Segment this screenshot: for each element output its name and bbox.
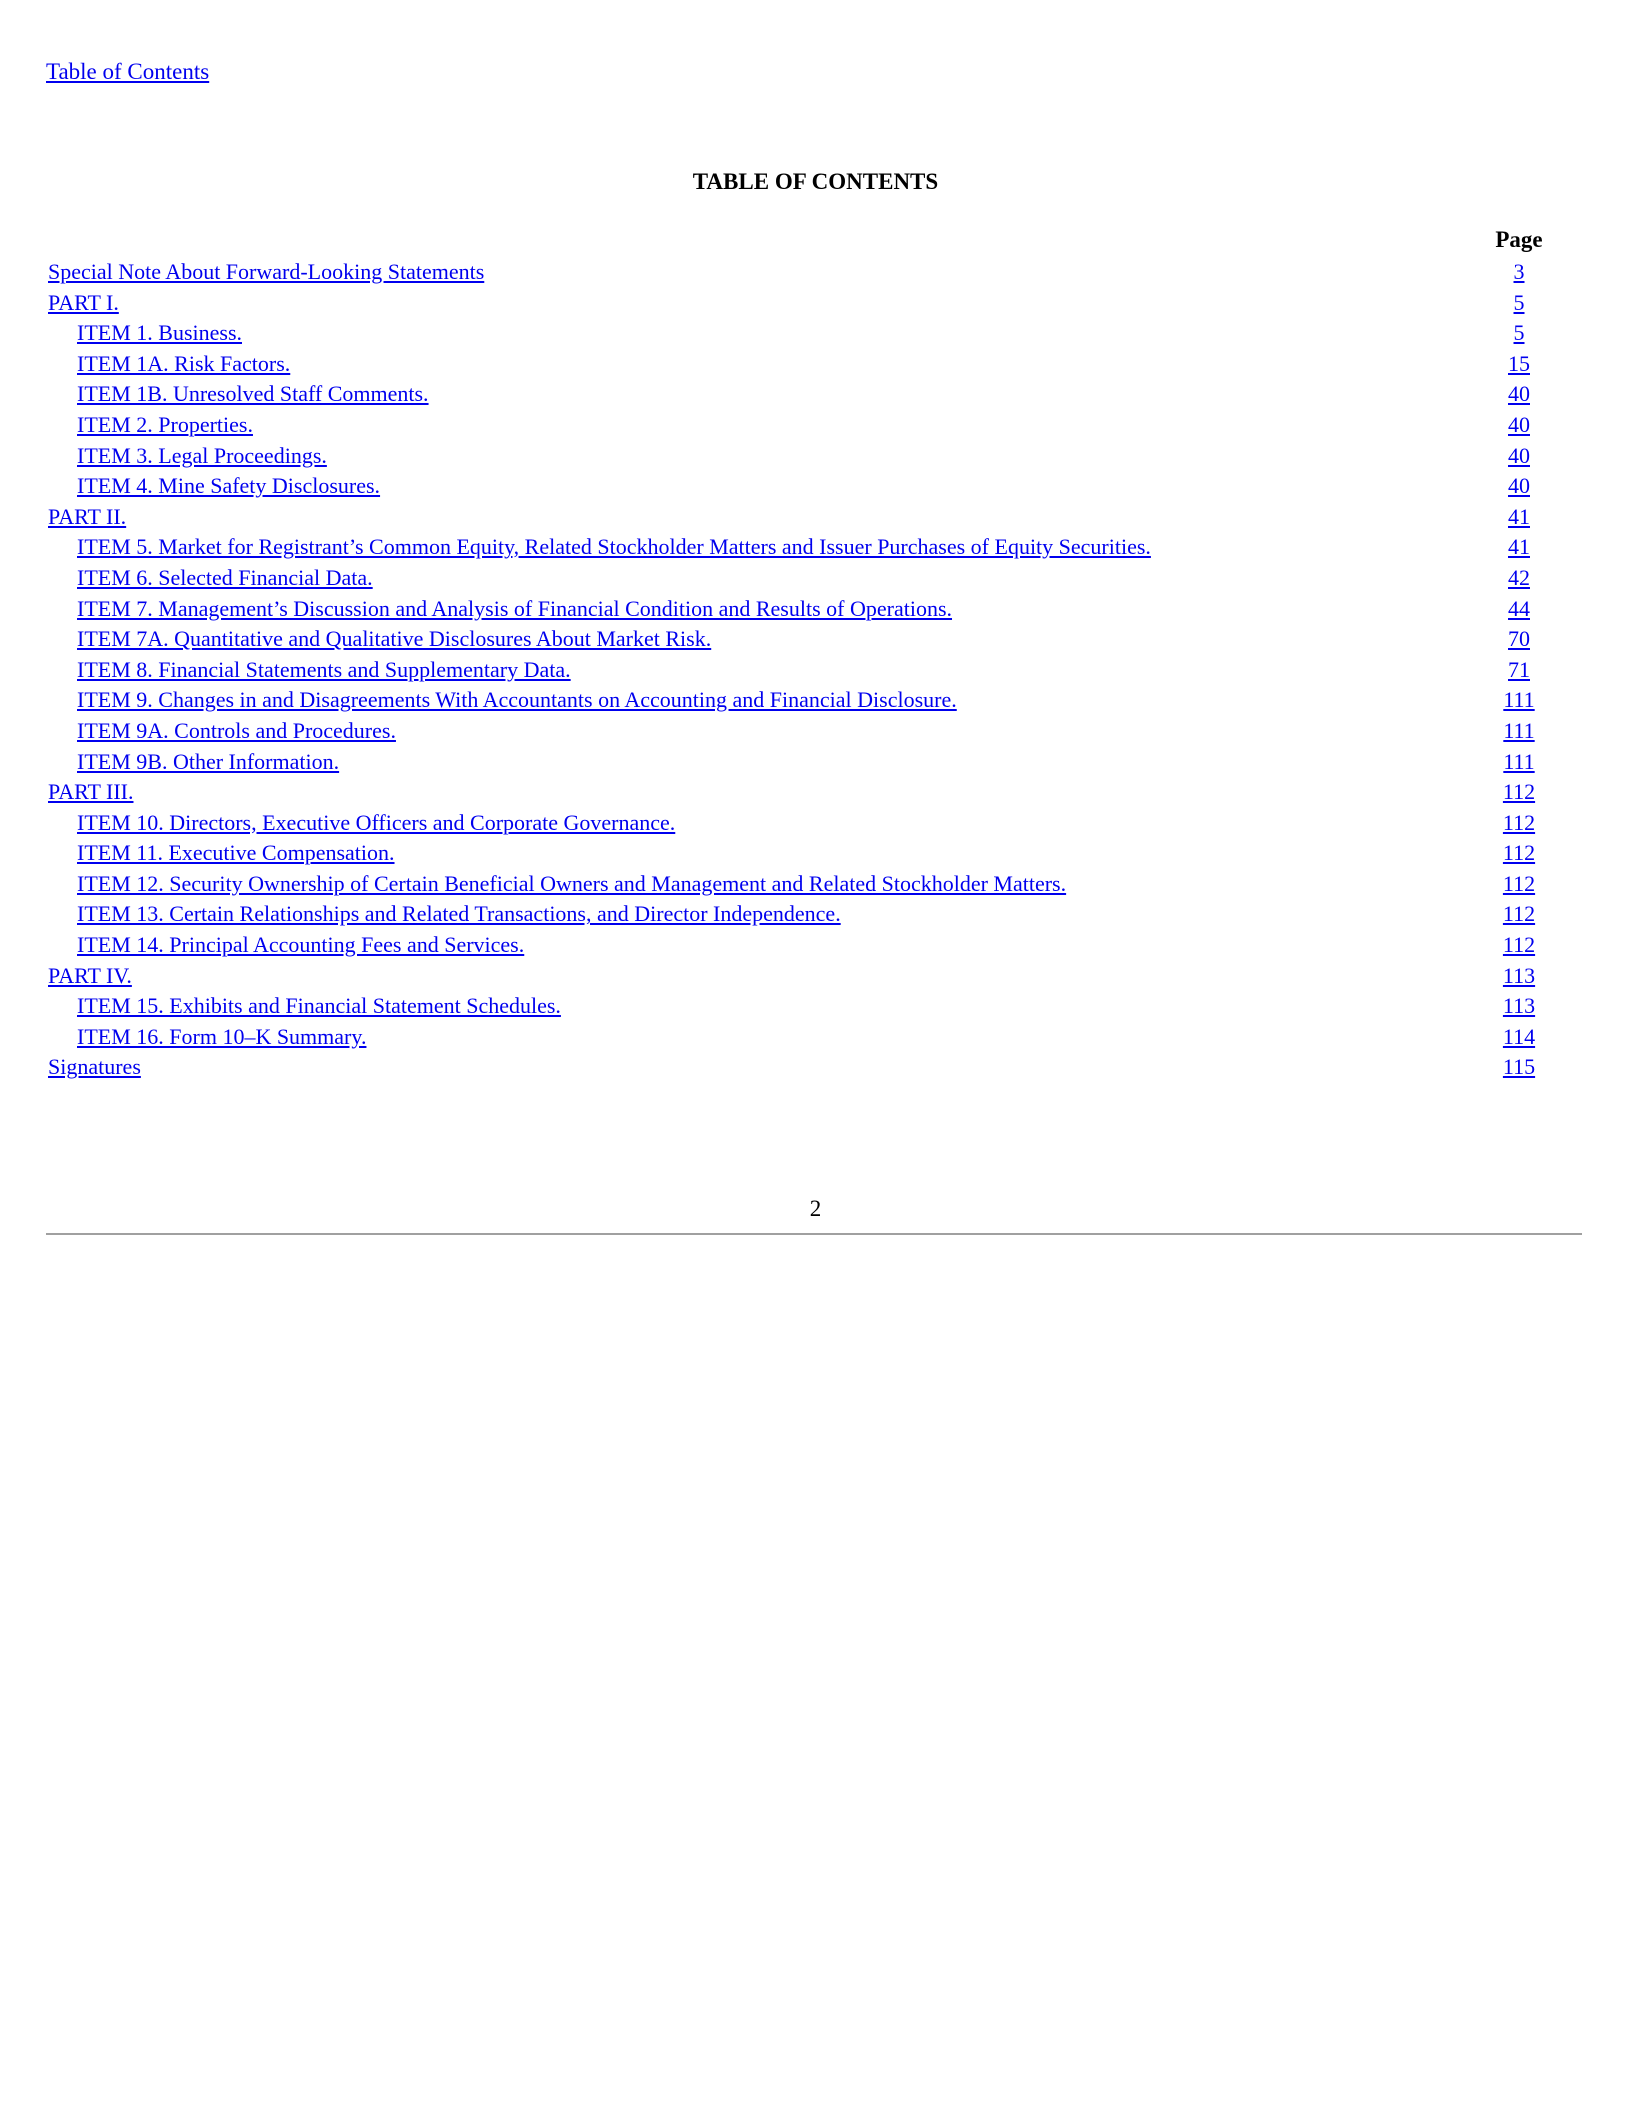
toc-entry-link[interactable]: ITEM 1B. Unresolved Staff Comments.: [77, 381, 429, 407]
toc-page-link[interactable]: 111: [1503, 717, 1535, 743]
toc-entry-link[interactable]: ITEM 9B. Other Information.: [77, 748, 340, 774]
toc-page-link[interactable]: 5: [1513, 320, 1525, 346]
toc-page-link[interactable]: 114: [1502, 1023, 1536, 1049]
toc-row: [48, 930, 1558, 961]
toc-page-link[interactable]: 111: [1503, 687, 1535, 713]
toc-row: [48, 563, 1558, 594]
toc-row: [48, 502, 1558, 533]
table-of-contents-link[interactable]: Table of Contents: [46, 59, 210, 84]
toc-entry-link[interactable]: PART I.: [48, 289, 119, 315]
toc-entry-link[interactable]: ITEM 1. Business.: [77, 320, 242, 346]
toc-page-link[interactable]: 44: [1508, 595, 1530, 621]
toc-entry-link[interactable]: ITEM 7. Management’s Discussion and Analysis of Financial Condition and Results of Operations.: [77, 595, 953, 621]
toc-page-link[interactable]: 112: [1502, 870, 1536, 896]
toc-entry-link[interactable]: ITEM 15. Exhibits and Financial Statement Schedules.: [77, 993, 561, 1019]
toc-page-link[interactable]: 5: [1513, 289, 1525, 315]
toc-row: [48, 869, 1558, 900]
toc-entry-link[interactable]: ITEM 13. Certain Relationships and Related Transactions, and Director Independence.: [77, 901, 841, 927]
toc-page-link[interactable]: 40: [1508, 411, 1530, 437]
toc-row: [48, 1022, 1558, 1053]
toc-entry-link[interactable]: ITEM 4. Mine Safety Disclosures.: [77, 473, 381, 499]
toc-entry-link[interactable]: PART II.: [48, 503, 127, 529]
toc-page-link[interactable]: 40: [1508, 442, 1530, 468]
toc-row: [48, 594, 1558, 625]
toc-row: [48, 899, 1558, 930]
toc-page-link[interactable]: 112: [1502, 932, 1536, 958]
toc-row: [48, 961, 1558, 992]
toc-page-link[interactable]: 41: [1508, 503, 1530, 529]
toc-page-link[interactable]: 70: [1508, 626, 1530, 652]
toc-row: [48, 471, 1558, 502]
toc-row: [48, 624, 1558, 655]
toc-entry-link[interactable]: ITEM 9A. Controls and Procedures.: [77, 717, 396, 743]
toc-row: [48, 777, 1558, 808]
toc-row: [48, 1052, 1558, 1083]
toc-entry-link[interactable]: ITEM 14. Principal Accounting Fees and Services.: [77, 932, 525, 958]
toc-row: [48, 747, 1558, 778]
toc-page-link[interactable]: 41: [1508, 534, 1530, 560]
toc-row: [48, 318, 1558, 349]
toc-list: [48, 257, 1558, 1083]
toc-entry-link[interactable]: ITEM 9. Changes in and Disagreements With Accountants on Accounting and Financial Disclosure.: [77, 687, 957, 713]
toc-entry-link[interactable]: ITEM 7A. Quantitative and Qualitative Disclosures About Market Risk.: [77, 626, 712, 652]
toc-entry-link[interactable]: ITEM 3. Legal Proceedings.: [77, 442, 327, 468]
toc-entry-link[interactable]: ITEM 1A. Risk Factors.: [77, 350, 291, 376]
toc-page-link[interactable]: 112: [1502, 901, 1536, 927]
toc-entry-link[interactable]: ITEM 5. Market for Registrant’s Common Equity, Related Stockholder Matters and Issuer Purchases of Equity Securities.: [77, 534, 1151, 560]
toc-page-link[interactable]: 3: [1513, 259, 1525, 284]
page-number: 2: [809, 1196, 822, 1221]
page-column-header: Page: [1495, 227, 1543, 252]
page-divider: [46, 1233, 1582, 1235]
toc-row: [48, 655, 1558, 686]
toc-page-link[interactable]: 112: [1502, 809, 1536, 835]
toc-page-link[interactable]: 42: [1508, 564, 1530, 590]
toc-page-link[interactable]: 111: [1503, 748, 1535, 774]
toc-entry-link[interactable]: ITEM 2. Properties.: [77, 411, 253, 437]
toc-row: [48, 257, 1558, 288]
toc-entry-link[interactable]: PART III.: [48, 779, 134, 805]
toc-row: [48, 349, 1558, 380]
toc-page-link[interactable]: 113: [1502, 993, 1536, 1019]
toc-entry-link[interactable]: ITEM 6. Selected Financial Data.: [77, 564, 373, 590]
toc-entry-link[interactable]: Special Note About Forward-Looking Statements: [48, 259, 485, 284]
toc-entry-link[interactable]: ITEM 8. Financial Statements and Supplementary Data.: [77, 656, 571, 682]
toc-row: [48, 685, 1558, 716]
toc-page-link[interactable]: 15: [1508, 350, 1530, 376]
page-title: TABLE OF CONTENTS: [692, 169, 939, 194]
toc-row: [48, 379, 1558, 410]
toc-row: [48, 991, 1558, 1022]
toc-row: [48, 441, 1558, 472]
toc-page-link[interactable]: 115: [1502, 1054, 1536, 1080]
toc-entry-link[interactable]: ITEM 16. Form 10–K Summary.: [77, 1023, 367, 1049]
toc-row: [48, 410, 1558, 441]
toc-entry-link[interactable]: ITEM 12. Security Ownership of Certain Beneficial Owners and Management and Related Stockholder Matters.: [77, 870, 1067, 896]
toc-entry-link[interactable]: ITEM 11. Executive Compensation.: [77, 840, 395, 866]
toc-page-link[interactable]: 113: [1502, 962, 1536, 988]
toc-row: [48, 532, 1558, 563]
toc-page-link[interactable]: 71: [1508, 656, 1530, 682]
toc-row: [48, 808, 1558, 839]
toc-row: [48, 716, 1558, 747]
toc-page-link[interactable]: 40: [1508, 381, 1530, 407]
toc-row: [48, 288, 1558, 319]
toc-entry-link[interactable]: Signatures: [48, 1054, 141, 1080]
toc-page-link[interactable]: 40: [1508, 473, 1530, 499]
toc-entry-link[interactable]: ITEM 10. Directors, Executive Officers and Corporate Governance.: [77, 809, 676, 835]
toc-page-link[interactable]: 112: [1502, 840, 1536, 866]
toc-entry-link[interactable]: PART IV.: [48, 962, 132, 988]
toc-row: [48, 838, 1558, 869]
toc-page-link[interactable]: 112: [1502, 779, 1536, 805]
